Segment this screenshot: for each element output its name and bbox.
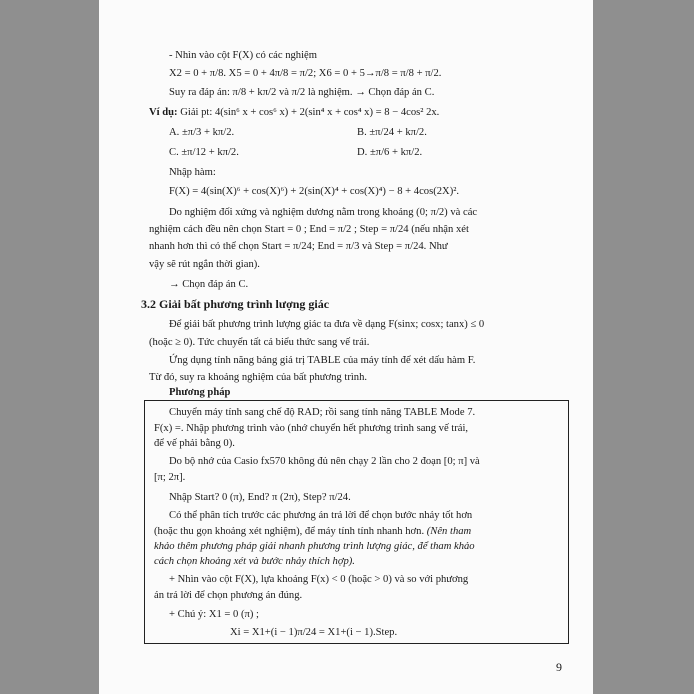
box-line: Do bộ nhớ của Casio fx570 không đủ nên chạy 2 lần cho 2 đoạn [0; π] và — [169, 456, 480, 467]
text-line: X2 = 0 + π/8. X5 = 0 + 4π/8 = π/2; X6 = 0 + 5→π/8 = π/8 + π/2. — [169, 68, 442, 79]
box-line: cách chọn khoảng xét và bước nhảy thích hợp). — [154, 556, 355, 567]
box-italic-text: (Nên tham — [426, 526, 472, 537]
right-margin — [593, 0, 694, 694]
box-line: án trả lời để chọn phương án đúng. — [154, 590, 303, 601]
box-line — [154, 525, 471, 538]
option-a: A. ±π/3 + kπ/2. — [169, 127, 235, 138]
box-text: (hoặc thu gọn khoảng xét nghiệm), để máy tính tính nhanh hơn. — [154, 526, 425, 537]
box-line: F(x) =. Nhập phương trình vào (nhớ chuyển hết phương trình sang vế trái, — [154, 423, 469, 434]
paragraph-line: Từ đó, suy ra khoảng nghiệm của bất phương trình. — [149, 372, 368, 383]
box-line: + Nhìn vào cột F(X), lựa khoảng F(x) < 0 (hoặc > 0) và so với phương — [169, 574, 469, 585]
box-line: Nhập Start? 0 (π), End? π (2π), Step? π/24. — [169, 492, 351, 503]
paragraph-line: Do nghiệm đối xứng và nghiệm dương nằm trong khoảng (0; π/2) và các — [169, 207, 478, 218]
box-line: Chuyển máy tính sang chế độ RAD; rồi sang tính năng TABLE Mode 7. — [169, 407, 476, 418]
box-line: [π; 2π]. — [154, 472, 186, 483]
example-line — [149, 106, 439, 119]
book-page — [99, 0, 593, 694]
paragraph-line: nhanh hơn thì có thể chọn Start = π/24; End = π/3 và Step = π/24. Như — [149, 241, 448, 252]
paragraph-line: Để giải bất phương trình lượng giác ta đưa về dạng F(sinx; cosx; tanx) ≤ 0 — [169, 319, 485, 330]
box-line: để vế phải bằng 0). — [154, 438, 235, 449]
text-line: Suy ra đáp án: π/8 + kπ/2 và π/2 là nghiệm. → Chọn đáp án C. — [169, 87, 435, 98]
paragraph-line: nghiệm cách đều nên chọn Start = 0 ; End = π/2 ; Step = π/24 (nếu nhận xét — [149, 224, 469, 235]
box-line: Xi = X1+(i − 1)π/24 = X1+(i − 1).Step. — [230, 627, 398, 638]
section-title: 3.2 Giải bất phương trình lượng giác — [141, 297, 330, 311]
box-line: Có thể phân tích trước các phương án trả lời để chọn bước nhảy tốt hơn — [169, 510, 473, 521]
option-b: B. ±π/24 + kπ/2. — [357, 127, 427, 138]
paragraph-line: Ứng dụng tính năng bảng giá trị TABLE của máy tính để xét dấu hàm F. — [169, 355, 476, 366]
option-c: C. ±π/12 + kπ/2. — [169, 147, 239, 158]
text-line: Nhập hàm: — [169, 167, 216, 178]
text-line: - Nhìn vào cột F(X) có các nghiệm — [169, 50, 317, 61]
answer-line: → Chọn đáp án C. — [169, 279, 249, 290]
method-heading: Phương pháp — [169, 387, 231, 398]
paragraph-line: vậy sẽ rút ngắn thời gian). — [149, 259, 260, 270]
paragraph-line: (hoặc ≥ 0). Tức chuyển tất cả biểu thức sang vế trái. — [149, 337, 370, 348]
example-label: Ví dụ: — [149, 107, 178, 118]
box-line: khảo thêm phương pháp giải nhanh phương trình lượng giác, để tham khảo — [154, 541, 475, 552]
box-line: + Chú ý: X1 = 0 (π) ; — [169, 609, 259, 620]
example-text: Giải pt: 4(sin⁶ x + cos⁶ x) + 2(sin⁴ x + cos⁴ x) = 8 − 4cos² 2x. — [180, 107, 440, 118]
formula: F(X) = 4(sin(X)⁶ + cos(X)⁶) + 2(sin(X)⁴ + cos(X)⁴) − 8 + 4cos(2X)². — [169, 186, 460, 197]
option-d: D. ±π/6 + kπ/2. — [357, 147, 423, 158]
left-margin — [0, 0, 99, 694]
page-number: 9 — [556, 660, 562, 674]
